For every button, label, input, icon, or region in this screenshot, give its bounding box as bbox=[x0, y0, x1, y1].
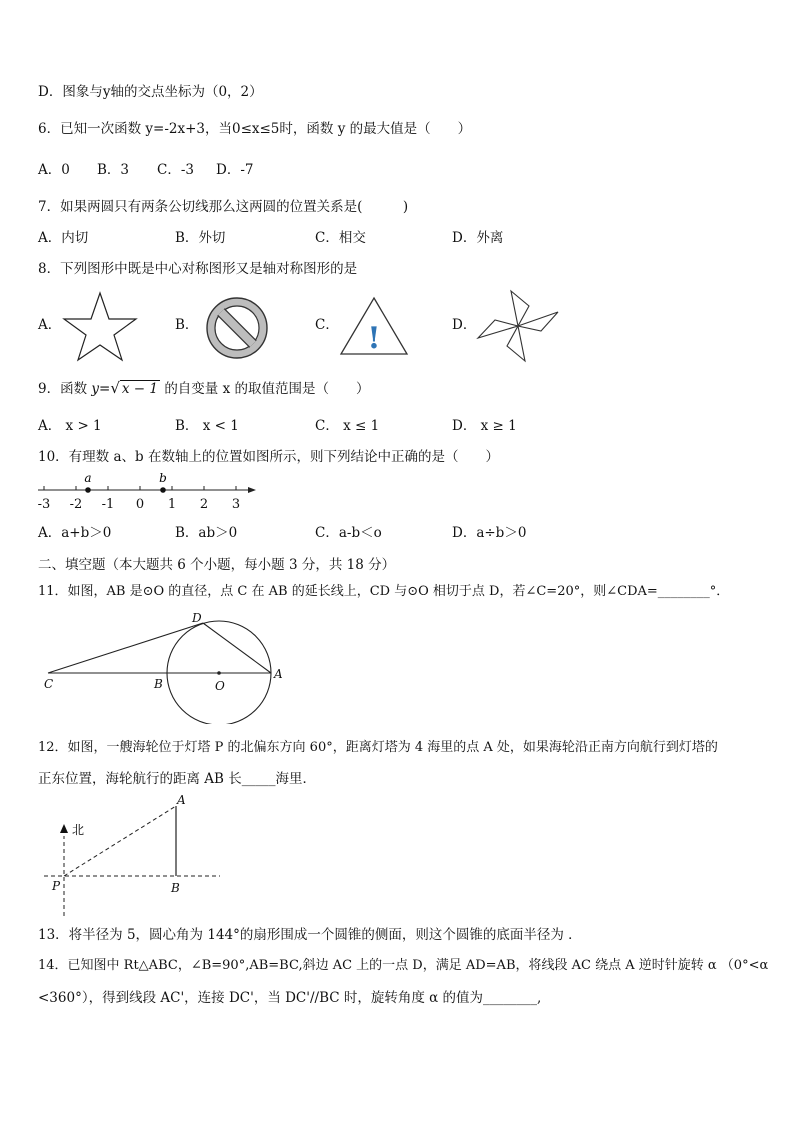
q14-line2: <360°），得到线段 AC'，连接 DC'，当 DC'//BC 时，旋转角度 α 的值为________, bbox=[38, 990, 542, 1006]
q6-option-c[interactable]: C．-3 bbox=[157, 162, 194, 178]
point-a-label: a bbox=[84, 471, 92, 485]
q9-option-d[interactable]: D． x ≥ 1 bbox=[452, 418, 517, 434]
label-d: D bbox=[192, 611, 202, 625]
tick-label-0: 0 bbox=[135, 497, 145, 512]
prohibition-sign-figure[interactable] bbox=[203, 294, 271, 362]
q8-stem: 8．下列图形中既是中心对称图形又是轴对称图形的是 bbox=[38, 261, 358, 277]
q8-option-b[interactable]: B． bbox=[175, 317, 199, 333]
label-c: C bbox=[44, 677, 54, 691]
q7-option-a[interactable]: A．内切 bbox=[38, 230, 89, 246]
q8-option-c[interactable]: C． bbox=[315, 317, 339, 333]
q12-lighthouse-figure bbox=[44, 792, 224, 918]
q8-option-d[interactable]: D． bbox=[452, 317, 477, 333]
q12-line2: 正东位置，海轮航行的距离 AB 长_____海里． bbox=[38, 771, 317, 787]
tick-label-3: 3 bbox=[231, 497, 241, 512]
q6-option-b[interactable]: B．3 bbox=[97, 162, 130, 178]
q11-circle-figure bbox=[40, 608, 300, 724]
label-p: P bbox=[52, 879, 61, 893]
q7-option-b[interactable]: B．外切 bbox=[175, 230, 226, 246]
warning-triangle-figure[interactable] bbox=[338, 295, 410, 357]
q7-option-d[interactable]: D．外离 bbox=[452, 230, 504, 246]
label-b-lighthouse: B bbox=[171, 881, 180, 895]
q10-stem: 10．有理数 a、b 在数轴上的位置如图所示，则下列结论中正确的是（ ） bbox=[38, 449, 499, 465]
q9-formula-eq: = bbox=[99, 381, 111, 397]
q13-stem: 13．将半径为 5，圆心角为 144°的扇形围成一个圆锥的侧面，则这个圆锥的底面半径为 ． bbox=[38, 927, 582, 943]
q9-option-b[interactable]: B． x < 1 bbox=[175, 418, 239, 434]
q6-option-a[interactable]: A．0 bbox=[38, 162, 70, 178]
label-a-lighthouse: A bbox=[177, 793, 186, 807]
north-arrow-icon bbox=[60, 824, 68, 833]
q8-option-a[interactable]: A． bbox=[38, 317, 62, 333]
tick-label-1: 1 bbox=[167, 497, 177, 512]
point-b-label: b bbox=[159, 471, 167, 485]
pinwheel-figure[interactable] bbox=[475, 288, 561, 364]
q7-stem: 7．如果两圆只有两条公切线那么这两圆的位置关系是( ) bbox=[38, 199, 409, 215]
q10-option-c[interactable]: C．a-b＜o bbox=[315, 525, 382, 541]
star-figure[interactable] bbox=[60, 290, 140, 362]
q9-stem-pre: 9．函数 bbox=[38, 381, 88, 397]
q6-stem: 6．已知一次函数 y=-2x+3，当0≤x≤5时，函数 y 的最大值是（ ） bbox=[38, 121, 472, 137]
q7-option-c[interactable]: C．相交 bbox=[315, 230, 366, 246]
tick-label-2: 2 bbox=[199, 497, 209, 512]
q10-option-d[interactable]: D．a÷b＞0 bbox=[452, 525, 527, 541]
q10-option-a[interactable]: A．a+b＞0 bbox=[38, 525, 112, 541]
label-b: B bbox=[154, 677, 163, 691]
q14-line1: 14．已知图中 Rt△ABC，∠B=90°,AB=BC,斜边 AC 上的一点 D，满足 AD=AB，将线段 AC 绕点 A 逆时针旋转 α （0°<α bbox=[38, 958, 769, 973]
q9-option-a[interactable]: A． x > 1 bbox=[38, 418, 102, 434]
north-label: 北 bbox=[72, 823, 85, 837]
tick-label-neg3: -3 bbox=[37, 497, 51, 512]
number-line-figure bbox=[34, 468, 258, 512]
section-title: 二、填空题（本大题共 6 个小题，每小题 3 分，共 18 分） bbox=[38, 557, 396, 573]
tick-label-neg1: -1 bbox=[101, 497, 115, 512]
label-a: A bbox=[274, 667, 283, 681]
point-b-dot bbox=[160, 487, 166, 493]
q5-option-d: D．图象与y轴的交点坐标为（0，2） bbox=[38, 84, 263, 100]
q9-radicand: x − 1 bbox=[121, 381, 159, 397]
exclamation-icon: ! bbox=[367, 321, 381, 356]
q11-stem: 11．如图，AB 是⊙O 的直径，点 C 在 AB 的延长线上，CD 与⊙O 相切于点 D，若∠C=20°，则∠CDA=________°． bbox=[38, 584, 730, 599]
q9-option-c[interactable]: C． x ≤ 1 bbox=[315, 418, 380, 434]
q9-stem-post: 的自变量 x 的取值范围是（ ） bbox=[164, 381, 370, 397]
point-a-dot bbox=[85, 487, 91, 493]
q6-option-d[interactable]: D．-7 bbox=[216, 162, 254, 178]
q10-option-b[interactable]: B．ab＞0 bbox=[175, 525, 238, 541]
label-o: O bbox=[215, 679, 225, 693]
q9-formula-y: y bbox=[91, 381, 100, 397]
sqrt-sign: √ bbox=[110, 379, 120, 397]
tick-label-neg2: -2 bbox=[69, 497, 83, 512]
q12-line1: 12．如图，一艘海轮位于灯塔 P 的北偏东方向 60°，距离灯塔为 4 海里的点 A 处，如果海轮沿正南方向航行到灯塔的 bbox=[38, 740, 718, 755]
q9-stem bbox=[38, 378, 370, 399]
